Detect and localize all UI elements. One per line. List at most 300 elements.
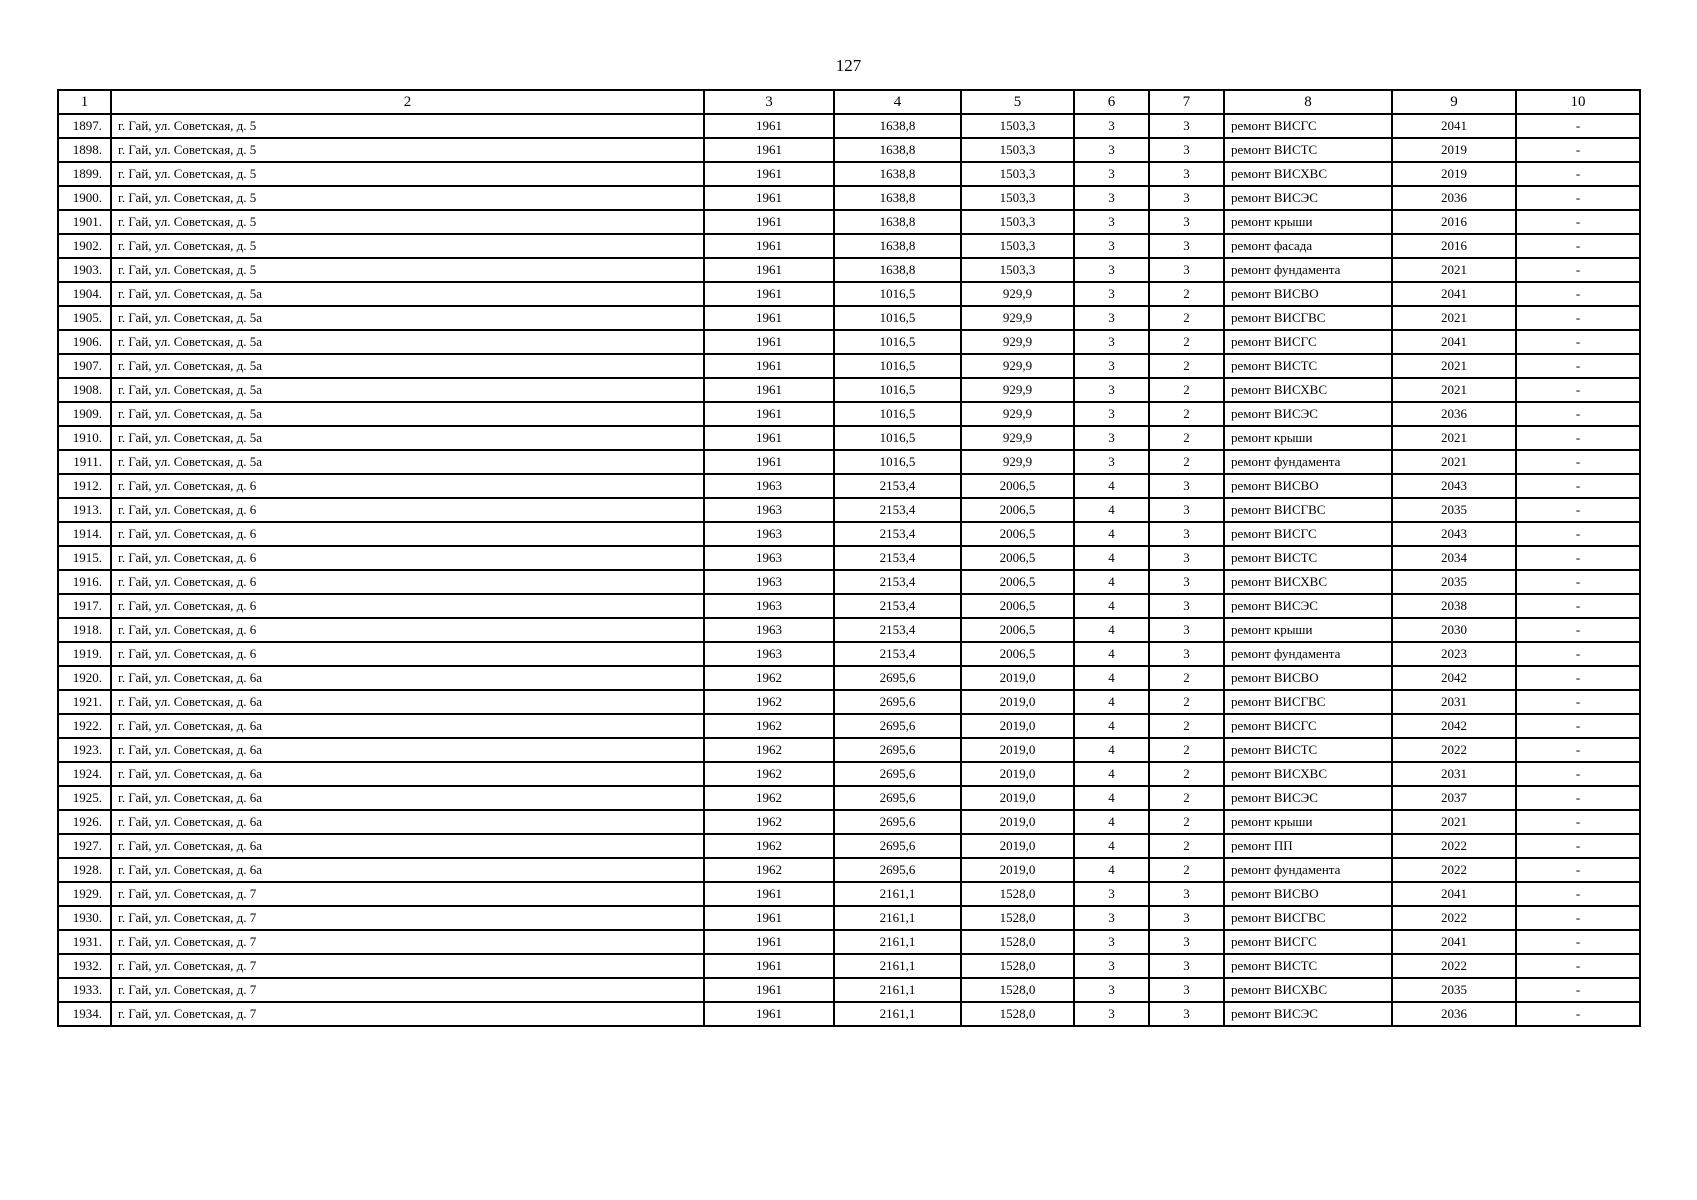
work-type-cell: ремонт ВИСВО bbox=[1224, 666, 1392, 690]
floors-cell: 3 bbox=[1074, 186, 1149, 210]
row-number-cell: 1902. bbox=[58, 234, 111, 258]
table-row bbox=[58, 858, 1640, 882]
table-row bbox=[58, 714, 1640, 738]
table-row bbox=[58, 258, 1640, 282]
living-area-cell: 929,9 bbox=[961, 282, 1074, 306]
table-row bbox=[58, 786, 1640, 810]
floors-cell: 4 bbox=[1074, 594, 1149, 618]
planned-year-cell: 2019 bbox=[1392, 138, 1516, 162]
note-cell: - bbox=[1516, 954, 1640, 978]
floors-cell: 3 bbox=[1074, 906, 1149, 930]
entrances-cell: 3 bbox=[1149, 474, 1224, 498]
row-number-cell: 1898. bbox=[58, 138, 111, 162]
note-cell: - bbox=[1516, 138, 1640, 162]
table-row bbox=[58, 402, 1640, 426]
living-area-cell: 2019,0 bbox=[961, 738, 1074, 762]
total-area-cell: 2153,4 bbox=[834, 570, 961, 594]
row-number-cell: 1912. bbox=[58, 474, 111, 498]
total-area-cell: 2153,4 bbox=[834, 546, 961, 570]
note-cell: - bbox=[1516, 1002, 1640, 1026]
total-area-cell: 2161,1 bbox=[834, 882, 961, 906]
work-type-cell: ремонт ВИСГВС bbox=[1224, 498, 1392, 522]
address-cell: г. Гай, ул. Советская, д. 6 bbox=[111, 594, 704, 618]
column-header-2: 2 bbox=[111, 90, 704, 114]
build-year-cell: 1961 bbox=[704, 882, 834, 906]
note-cell: - bbox=[1516, 114, 1640, 138]
address-cell: г. Гай, ул. Советская, д. 5 bbox=[111, 210, 704, 234]
total-area-cell: 1016,5 bbox=[834, 306, 961, 330]
row-number-cell: 1923. bbox=[58, 738, 111, 762]
work-type-cell: ремонт ПП bbox=[1224, 834, 1392, 858]
floors-cell: 4 bbox=[1074, 474, 1149, 498]
row-number-cell: 1927. bbox=[58, 834, 111, 858]
build-year-cell: 1961 bbox=[704, 906, 834, 930]
living-area-cell: 1503,3 bbox=[961, 186, 1074, 210]
table-row bbox=[58, 834, 1640, 858]
living-area-cell: 2006,5 bbox=[961, 618, 1074, 642]
note-cell: - bbox=[1516, 282, 1640, 306]
total-area-cell: 2153,4 bbox=[834, 474, 961, 498]
total-area-cell: 1638,8 bbox=[834, 114, 961, 138]
entrances-cell: 3 bbox=[1149, 570, 1224, 594]
entrances-cell: 3 bbox=[1149, 546, 1224, 570]
planned-year-cell: 2043 bbox=[1392, 522, 1516, 546]
living-area-cell: 2019,0 bbox=[961, 690, 1074, 714]
total-area-cell: 1638,8 bbox=[834, 186, 961, 210]
living-area-cell: 2006,5 bbox=[961, 522, 1074, 546]
total-area-cell: 1016,5 bbox=[834, 378, 961, 402]
note-cell: - bbox=[1516, 210, 1640, 234]
note-cell: - bbox=[1516, 786, 1640, 810]
floors-cell: 4 bbox=[1074, 786, 1149, 810]
entrances-cell: 3 bbox=[1149, 978, 1224, 1002]
note-cell: - bbox=[1516, 834, 1640, 858]
floors-cell: 4 bbox=[1074, 546, 1149, 570]
floors-cell: 3 bbox=[1074, 978, 1149, 1002]
build-year-cell: 1962 bbox=[704, 714, 834, 738]
row-number-cell: 1915. bbox=[58, 546, 111, 570]
note-cell: - bbox=[1516, 570, 1640, 594]
table-row bbox=[58, 114, 1640, 138]
note-cell: - bbox=[1516, 618, 1640, 642]
entrances-cell: 3 bbox=[1149, 594, 1224, 618]
build-year-cell: 1962 bbox=[704, 666, 834, 690]
address-cell: г. Гай, ул. Советская, д. 5 bbox=[111, 258, 704, 282]
row-number-cell: 1921. bbox=[58, 690, 111, 714]
address-cell: г. Гай, ул. Советская, д. 7 bbox=[111, 930, 704, 954]
planned-year-cell: 2031 bbox=[1392, 762, 1516, 786]
planned-year-cell: 2035 bbox=[1392, 978, 1516, 1002]
planned-year-cell: 2031 bbox=[1392, 690, 1516, 714]
address-cell: г. Гай, ул. Советская, д. 5 bbox=[111, 138, 704, 162]
living-area-cell: 1528,0 bbox=[961, 1002, 1074, 1026]
floors-cell: 3 bbox=[1074, 162, 1149, 186]
work-type-cell: ремонт фундамента bbox=[1224, 450, 1392, 474]
floors-cell: 4 bbox=[1074, 522, 1149, 546]
entrances-cell: 2 bbox=[1149, 378, 1224, 402]
planned-year-cell: 2041 bbox=[1392, 330, 1516, 354]
column-header-6: 6 bbox=[1074, 90, 1149, 114]
note-cell: - bbox=[1516, 402, 1640, 426]
table-row bbox=[58, 618, 1640, 642]
work-type-cell: ремонт крыши bbox=[1224, 426, 1392, 450]
planned-year-cell: 2041 bbox=[1392, 114, 1516, 138]
total-area-cell: 2161,1 bbox=[834, 930, 961, 954]
note-cell: - bbox=[1516, 522, 1640, 546]
total-area-cell: 2161,1 bbox=[834, 954, 961, 978]
floors-cell: 3 bbox=[1074, 882, 1149, 906]
note-cell: - bbox=[1516, 810, 1640, 834]
row-number-cell: 1932. bbox=[58, 954, 111, 978]
build-year-cell: 1962 bbox=[704, 786, 834, 810]
living-area-cell: 1503,3 bbox=[961, 114, 1074, 138]
total-area-cell: 1016,5 bbox=[834, 426, 961, 450]
note-cell: - bbox=[1516, 498, 1640, 522]
planned-year-cell: 2043 bbox=[1392, 474, 1516, 498]
work-type-cell: ремонт ВИСХВС bbox=[1224, 762, 1392, 786]
living-area-cell: 2019,0 bbox=[961, 666, 1074, 690]
build-year-cell: 1961 bbox=[704, 978, 834, 1002]
work-type-cell: ремонт ВИСТС bbox=[1224, 546, 1392, 570]
row-number-cell: 1929. bbox=[58, 882, 111, 906]
table-row bbox=[58, 306, 1640, 330]
build-year-cell: 1961 bbox=[704, 210, 834, 234]
address-cell: г. Гай, ул. Советская, д. 6 bbox=[111, 498, 704, 522]
address-cell: г. Гай, ул. Советская, д. 6 bbox=[111, 642, 704, 666]
note-cell: - bbox=[1516, 690, 1640, 714]
total-area-cell: 2695,6 bbox=[834, 858, 961, 882]
entrances-cell: 3 bbox=[1149, 210, 1224, 234]
build-year-cell: 1961 bbox=[704, 354, 834, 378]
work-type-cell: ремонт фундамента bbox=[1224, 858, 1392, 882]
build-year-cell: 1963 bbox=[704, 498, 834, 522]
living-area-cell: 1528,0 bbox=[961, 954, 1074, 978]
build-year-cell: 1963 bbox=[704, 594, 834, 618]
address-cell: г. Гай, ул. Советская, д. 6а bbox=[111, 714, 704, 738]
column-header-1: 1 bbox=[58, 90, 111, 114]
column-header-7: 7 bbox=[1149, 90, 1224, 114]
note-cell: - bbox=[1516, 474, 1640, 498]
table-row bbox=[58, 738, 1640, 762]
table-row bbox=[58, 378, 1640, 402]
row-number-cell: 1901. bbox=[58, 210, 111, 234]
work-type-cell: ремонт ВИСГВС bbox=[1224, 906, 1392, 930]
floors-cell: 3 bbox=[1074, 954, 1149, 978]
build-year-cell: 1961 bbox=[704, 162, 834, 186]
note-cell: - bbox=[1516, 858, 1640, 882]
total-area-cell: 2695,6 bbox=[834, 738, 961, 762]
table-row bbox=[58, 906, 1640, 930]
work-type-cell: ремонт крыши bbox=[1224, 210, 1392, 234]
row-number-cell: 1925. bbox=[58, 786, 111, 810]
total-area-cell: 2153,4 bbox=[834, 594, 961, 618]
row-number-cell: 1903. bbox=[58, 258, 111, 282]
note-cell: - bbox=[1516, 906, 1640, 930]
note-cell: - bbox=[1516, 258, 1640, 282]
living-area-cell: 2019,0 bbox=[961, 714, 1074, 738]
address-cell: г. Гай, ул. Советская, д. 7 bbox=[111, 1002, 704, 1026]
floors-cell: 3 bbox=[1074, 354, 1149, 378]
address-cell: г. Гай, ул. Советская, д. 7 bbox=[111, 954, 704, 978]
living-area-cell: 929,9 bbox=[961, 354, 1074, 378]
note-cell: - bbox=[1516, 594, 1640, 618]
floors-cell: 3 bbox=[1074, 306, 1149, 330]
note-cell: - bbox=[1516, 666, 1640, 690]
table-body bbox=[58, 114, 1640, 1026]
address-cell: г. Гай, ул. Советская, д. 7 bbox=[111, 906, 704, 930]
floors-cell: 3 bbox=[1074, 258, 1149, 282]
work-type-cell: ремонт ВИСТС bbox=[1224, 738, 1392, 762]
row-number-cell: 1931. bbox=[58, 930, 111, 954]
entrances-cell: 2 bbox=[1149, 426, 1224, 450]
table-row bbox=[58, 954, 1640, 978]
note-cell: - bbox=[1516, 546, 1640, 570]
entrances-cell: 3 bbox=[1149, 162, 1224, 186]
build-year-cell: 1963 bbox=[704, 642, 834, 666]
living-area-cell: 1503,3 bbox=[961, 162, 1074, 186]
row-number-cell: 1906. bbox=[58, 330, 111, 354]
row-number-cell: 1922. bbox=[58, 714, 111, 738]
build-year-cell: 1962 bbox=[704, 762, 834, 786]
table-row bbox=[58, 570, 1640, 594]
planned-year-cell: 2041 bbox=[1392, 282, 1516, 306]
planned-year-cell: 2021 bbox=[1392, 306, 1516, 330]
entrances-cell: 3 bbox=[1149, 498, 1224, 522]
entrances-cell: 2 bbox=[1149, 714, 1224, 738]
address-cell: г. Гай, ул. Советская, д. 5а bbox=[111, 354, 704, 378]
planned-year-cell: 2030 bbox=[1392, 618, 1516, 642]
address-cell: г. Гай, ул. Советская, д. 6 bbox=[111, 546, 704, 570]
build-year-cell: 1961 bbox=[704, 450, 834, 474]
total-area-cell: 1016,5 bbox=[834, 402, 961, 426]
address-cell: г. Гай, ул. Советская, д. 6а bbox=[111, 834, 704, 858]
total-area-cell: 2695,6 bbox=[834, 786, 961, 810]
planned-year-cell: 2041 bbox=[1392, 882, 1516, 906]
table-row bbox=[58, 426, 1640, 450]
living-area-cell: 2019,0 bbox=[961, 834, 1074, 858]
row-number-cell: 1930. bbox=[58, 906, 111, 930]
planned-year-cell: 2022 bbox=[1392, 954, 1516, 978]
build-year-cell: 1961 bbox=[704, 954, 834, 978]
living-area-cell: 1528,0 bbox=[961, 978, 1074, 1002]
note-cell: - bbox=[1516, 714, 1640, 738]
planned-year-cell: 2019 bbox=[1392, 162, 1516, 186]
living-area-cell: 2019,0 bbox=[961, 810, 1074, 834]
row-number-cell: 1934. bbox=[58, 1002, 111, 1026]
total-area-cell: 1016,5 bbox=[834, 330, 961, 354]
living-area-cell: 929,9 bbox=[961, 402, 1074, 426]
total-area-cell: 2695,6 bbox=[834, 666, 961, 690]
work-type-cell: ремонт ВИСЭС bbox=[1224, 186, 1392, 210]
row-number-cell: 1904. bbox=[58, 282, 111, 306]
work-type-cell: ремонт ВИСГС bbox=[1224, 714, 1392, 738]
note-cell: - bbox=[1516, 354, 1640, 378]
total-area-cell: 2153,4 bbox=[834, 642, 961, 666]
floors-cell: 3 bbox=[1074, 138, 1149, 162]
work-type-cell: ремонт фасада bbox=[1224, 234, 1392, 258]
work-type-cell: ремонт ВИСТС bbox=[1224, 954, 1392, 978]
address-cell: г. Гай, ул. Советская, д. 6а bbox=[111, 738, 704, 762]
floors-cell: 4 bbox=[1074, 762, 1149, 786]
work-type-cell: ремонт ВИСЭС bbox=[1224, 786, 1392, 810]
entrances-cell: 2 bbox=[1149, 450, 1224, 474]
address-cell: г. Гай, ул. Советская, д. 5 bbox=[111, 234, 704, 258]
entrances-cell: 2 bbox=[1149, 402, 1224, 426]
row-number-cell: 1926. bbox=[58, 810, 111, 834]
row-number-cell: 1908. bbox=[58, 378, 111, 402]
column-header-4: 4 bbox=[834, 90, 961, 114]
row-number-cell: 1918. bbox=[58, 618, 111, 642]
address-cell: г. Гай, ул. Советская, д. 5 bbox=[111, 114, 704, 138]
row-number-cell: 1899. bbox=[58, 162, 111, 186]
row-number-cell: 1897. bbox=[58, 114, 111, 138]
note-cell: - bbox=[1516, 234, 1640, 258]
note-cell: - bbox=[1516, 450, 1640, 474]
living-area-cell: 2006,5 bbox=[961, 474, 1074, 498]
table-row bbox=[58, 450, 1640, 474]
build-year-cell: 1961 bbox=[704, 114, 834, 138]
floors-cell: 4 bbox=[1074, 666, 1149, 690]
total-area-cell: 1016,5 bbox=[834, 450, 961, 474]
work-type-cell: ремонт фундамента bbox=[1224, 258, 1392, 282]
note-cell: - bbox=[1516, 882, 1640, 906]
entrances-cell: 3 bbox=[1149, 954, 1224, 978]
total-area-cell: 2695,6 bbox=[834, 810, 961, 834]
entrances-cell: 3 bbox=[1149, 906, 1224, 930]
table-row bbox=[58, 666, 1640, 690]
note-cell: - bbox=[1516, 762, 1640, 786]
note-cell: - bbox=[1516, 306, 1640, 330]
living-area-cell: 1503,3 bbox=[961, 210, 1074, 234]
row-number-cell: 1900. bbox=[58, 186, 111, 210]
entrances-cell: 3 bbox=[1149, 882, 1224, 906]
build-year-cell: 1962 bbox=[704, 690, 834, 714]
build-year-cell: 1961 bbox=[704, 378, 834, 402]
living-area-cell: 1528,0 bbox=[961, 882, 1074, 906]
living-area-cell: 1503,3 bbox=[961, 234, 1074, 258]
table-row bbox=[58, 210, 1640, 234]
entrances-cell: 2 bbox=[1149, 762, 1224, 786]
living-area-cell: 2006,5 bbox=[961, 594, 1074, 618]
entrances-cell: 3 bbox=[1149, 642, 1224, 666]
row-number-cell: 1920. bbox=[58, 666, 111, 690]
planned-year-cell: 2041 bbox=[1392, 930, 1516, 954]
row-number-cell: 1917. bbox=[58, 594, 111, 618]
build-year-cell: 1961 bbox=[704, 306, 834, 330]
total-area-cell: 1638,8 bbox=[834, 234, 961, 258]
table-row bbox=[58, 474, 1640, 498]
work-type-cell: ремонт фундамента bbox=[1224, 642, 1392, 666]
build-year-cell: 1961 bbox=[704, 930, 834, 954]
work-type-cell: ремонт ВИСХВС bbox=[1224, 162, 1392, 186]
floors-cell: 3 bbox=[1074, 378, 1149, 402]
table-row bbox=[58, 1002, 1640, 1026]
entrances-cell: 2 bbox=[1149, 738, 1224, 762]
table-row bbox=[58, 498, 1640, 522]
row-number-cell: 1910. bbox=[58, 426, 111, 450]
page-number: 127 bbox=[835, 56, 862, 75]
entrances-cell: 3 bbox=[1149, 522, 1224, 546]
entrances-cell: 2 bbox=[1149, 306, 1224, 330]
row-number-cell: 1919. bbox=[58, 642, 111, 666]
total-area-cell: 2161,1 bbox=[834, 906, 961, 930]
note-cell: - bbox=[1516, 330, 1640, 354]
table-row bbox=[58, 162, 1640, 186]
note-cell: - bbox=[1516, 978, 1640, 1002]
entrances-cell: 3 bbox=[1149, 138, 1224, 162]
work-type-cell: ремонт ВИСХВС bbox=[1224, 570, 1392, 594]
entrances-cell: 2 bbox=[1149, 810, 1224, 834]
work-type-cell: ремонт ВИСВО bbox=[1224, 282, 1392, 306]
work-type-cell: ремонт ВИСЭС bbox=[1224, 402, 1392, 426]
floors-cell: 3 bbox=[1074, 282, 1149, 306]
column-header-10: 10 bbox=[1516, 90, 1640, 114]
row-number-cell: 1913. bbox=[58, 498, 111, 522]
floors-cell: 3 bbox=[1074, 330, 1149, 354]
planned-year-cell: 2035 bbox=[1392, 570, 1516, 594]
living-area-cell: 1503,3 bbox=[961, 138, 1074, 162]
floors-cell: 4 bbox=[1074, 738, 1149, 762]
work-type-cell: ремонт ВИСХВС bbox=[1224, 978, 1392, 1002]
floors-cell: 4 bbox=[1074, 834, 1149, 858]
living-area-cell: 929,9 bbox=[961, 450, 1074, 474]
note-cell: - bbox=[1516, 186, 1640, 210]
floors-cell: 3 bbox=[1074, 930, 1149, 954]
total-area-cell: 2695,6 bbox=[834, 762, 961, 786]
table-row bbox=[58, 546, 1640, 570]
total-area-cell: 2153,4 bbox=[834, 618, 961, 642]
planned-year-cell: 2022 bbox=[1392, 906, 1516, 930]
work-type-cell: ремонт ВИСЭС bbox=[1224, 1002, 1392, 1026]
living-area-cell: 1503,3 bbox=[961, 258, 1074, 282]
build-year-cell: 1963 bbox=[704, 522, 834, 546]
planned-year-cell: 2021 bbox=[1392, 258, 1516, 282]
address-cell: г. Гай, ул. Советская, д. 6 bbox=[111, 474, 704, 498]
entrances-cell: 3 bbox=[1149, 1002, 1224, 1026]
address-cell: г. Гай, ул. Советская, д. 6а bbox=[111, 786, 704, 810]
table-row bbox=[58, 282, 1640, 306]
floors-cell: 3 bbox=[1074, 1002, 1149, 1026]
planned-year-cell: 2042 bbox=[1392, 714, 1516, 738]
table-row bbox=[58, 690, 1640, 714]
build-year-cell: 1961 bbox=[704, 234, 834, 258]
row-number-cell: 1907. bbox=[58, 354, 111, 378]
living-area-cell: 2019,0 bbox=[961, 786, 1074, 810]
total-area-cell: 2695,6 bbox=[834, 834, 961, 858]
table-row bbox=[58, 138, 1640, 162]
planned-year-cell: 2016 bbox=[1392, 234, 1516, 258]
planned-year-cell: 2021 bbox=[1392, 810, 1516, 834]
planned-year-cell: 2022 bbox=[1392, 858, 1516, 882]
planned-year-cell: 2021 bbox=[1392, 354, 1516, 378]
table-row bbox=[58, 186, 1640, 210]
column-header-8: 8 bbox=[1224, 90, 1392, 114]
planned-year-cell: 2021 bbox=[1392, 426, 1516, 450]
living-area-cell: 2006,5 bbox=[961, 642, 1074, 666]
floors-cell: 3 bbox=[1074, 426, 1149, 450]
column-header-9: 9 bbox=[1392, 90, 1516, 114]
address-cell: г. Гай, ул. Советская, д. 5а bbox=[111, 378, 704, 402]
table-row bbox=[58, 522, 1640, 546]
entrances-cell: 2 bbox=[1149, 354, 1224, 378]
planned-year-cell: 2021 bbox=[1392, 450, 1516, 474]
address-cell: г. Гай, ул. Советская, д. 5а bbox=[111, 282, 704, 306]
work-type-cell: ремонт ВИСГС bbox=[1224, 522, 1392, 546]
build-year-cell: 1963 bbox=[704, 546, 834, 570]
total-area-cell: 1638,8 bbox=[834, 258, 961, 282]
note-cell: - bbox=[1516, 930, 1640, 954]
floors-cell: 4 bbox=[1074, 498, 1149, 522]
